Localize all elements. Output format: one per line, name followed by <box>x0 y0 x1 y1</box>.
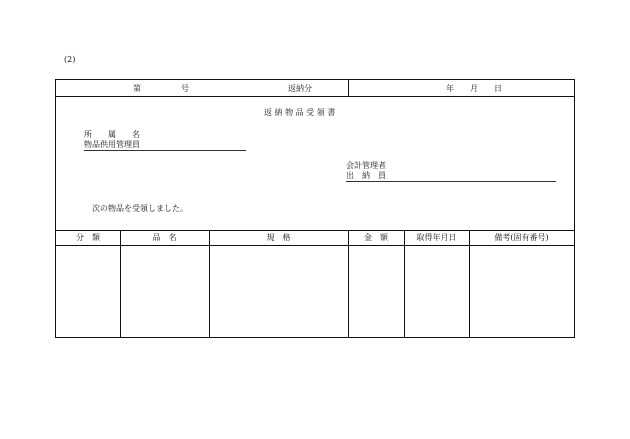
table-header-bottom-line <box>56 245 574 246</box>
user-manager-label: 物品供用管理員 <box>84 140 140 149</box>
user-manager-underline <box>84 150 246 151</box>
section-number: (2) <box>64 55 76 64</box>
return-label: 返納分 <box>288 84 312 93</box>
column-header-remarks: 備考(固有番号) <box>494 233 549 242</box>
affiliation-label: 所 属 名 <box>84 130 140 139</box>
cashier-label: 出 納 員 <box>346 171 386 180</box>
column-header-amount: 金 額 <box>364 233 388 242</box>
column-header-specification: 規 格 <box>266 233 291 242</box>
cashier-underline <box>346 181 556 182</box>
column-header-category: 分 類 <box>76 233 100 242</box>
column-divider <box>348 230 349 338</box>
column-divider <box>209 230 210 338</box>
column-divider <box>469 230 470 338</box>
receipt-statement: 次の物品を受領しました。 <box>92 204 188 213</box>
form-title: 返 納 物 品 受 領 書 <box>264 108 336 117</box>
table-top-line <box>56 230 574 231</box>
column-divider <box>120 230 121 338</box>
column-header-acquisition-date: 取得年月日 <box>416 233 457 242</box>
header-bottom-line <box>56 96 574 97</box>
accounting-manager-label: 会計管理者 <box>346 161 386 170</box>
header-divider <box>348 80 349 96</box>
receipt-form <box>55 79 575 338</box>
number-label: 第 号 <box>133 84 189 93</box>
column-header-item-name: 品 名 <box>152 233 177 242</box>
date-label: 年 月 日 <box>446 84 502 93</box>
column-divider <box>404 230 405 338</box>
